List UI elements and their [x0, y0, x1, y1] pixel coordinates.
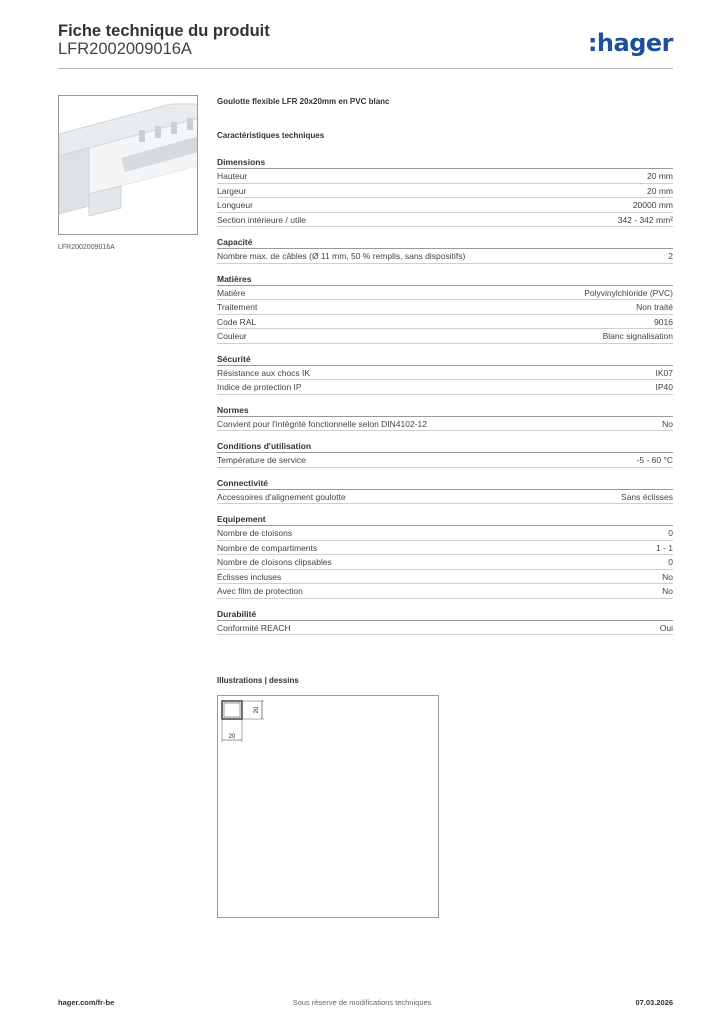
spec-row	[217, 249, 673, 264]
spec-row	[217, 417, 673, 432]
spec-row	[217, 366, 673, 381]
spec-value: No	[662, 418, 673, 429]
hager-logo: :hager	[587, 29, 673, 57]
spec-group	[217, 608, 673, 636]
spec-label: Nombre de compartiments	[217, 542, 318, 553]
photo-caption: LFR2002009016A	[58, 244, 115, 251]
dimension-drawing	[217, 695, 439, 918]
spec-group	[217, 156, 673, 227]
spec-label: Résistance aux chocs IK	[217, 367, 311, 378]
spec-row	[217, 315, 673, 330]
spec-group-title: Durabilité	[217, 608, 673, 621]
spec-row	[217, 621, 673, 636]
spec-row	[217, 198, 673, 213]
spec-value: IP40	[655, 382, 673, 392]
spec-label: Accessoires d'alignement goulotte	[217, 491, 346, 502]
spec-group	[217, 236, 673, 264]
spec-value: 2	[668, 251, 673, 261]
page-title: Fiche technique du produit	[58, 22, 270, 40]
spec-label: Longueur	[217, 200, 253, 210]
width-dimension-label: 20	[228, 734, 236, 740]
spec-value: IK07	[655, 367, 673, 378]
spec-group-title: Capacité	[217, 236, 673, 249]
trunking-image	[59, 96, 198, 235]
spec-label: Code RAL	[217, 316, 257, 327]
spec-value: 342 - 342 mm²	[617, 214, 673, 225]
spec-heading: Caractéristiques techniques	[217, 131, 325, 140]
spec-label: Nombre max. de câbles (Ø 11 mm, 50 % remplis, sans dispositifs)	[217, 251, 466, 261]
spec-label: Hauteur	[217, 171, 248, 181]
spec-label: Convient pour l'intégrité fonctionnelle selon DIN4102-12	[217, 418, 428, 429]
spec-group-title: Matières	[217, 273, 673, 286]
cross-section-drawing	[218, 696, 438, 917]
spec-row	[217, 286, 673, 301]
spec-label: Avec film de protection	[217, 586, 303, 596]
spec-value: No	[662, 586, 673, 596]
spec-label: Largeur	[217, 185, 247, 196]
spec-value: 0	[668, 528, 673, 538]
spec-row	[217, 490, 673, 505]
spec-value: Polyvinylchloride (PVC)	[584, 287, 673, 298]
spec-label: Éclisses incluses	[217, 571, 282, 582]
spec-value: 1 - 1	[655, 542, 673, 553]
spec-row	[217, 453, 673, 468]
spec-value: 20 mm	[647, 171, 673, 181]
spec-row	[217, 169, 673, 184]
spec-row	[217, 570, 673, 585]
spec-group	[217, 273, 673, 344]
spec-row	[217, 329, 673, 344]
spec-group	[217, 404, 673, 432]
spec-label: Nombre de cloisons	[217, 528, 293, 538]
spec-row	[217, 380, 673, 395]
spec-value: 20 mm	[647, 185, 673, 196]
product-photo	[58, 95, 198, 235]
spec-value: No	[662, 571, 673, 582]
spec-groups	[217, 156, 673, 635]
spec-group-title: Equipement	[217, 513, 673, 526]
spec-label: Nombre de cloisons clipsables	[217, 557, 332, 567]
spec-group-title: Conditions d'utilisation	[217, 440, 673, 453]
spec-value: Blanc signalisation	[602, 331, 673, 341]
header-divider	[58, 68, 673, 69]
spec-group-title: Normes	[217, 404, 673, 417]
spec-group	[217, 513, 673, 599]
spec-group	[217, 477, 673, 505]
product-title: Goulotte flexible LFR 20x20mm en PVC blanc	[217, 97, 390, 106]
spec-value: -5 - 60 °C	[636, 455, 673, 465]
spec-label: Traitement	[217, 302, 258, 312]
spec-label: Température de service	[217, 455, 306, 465]
spec-value: 20000 mm	[632, 200, 673, 210]
spec-row	[217, 300, 673, 315]
spec-label: Indice de protection IP	[217, 382, 302, 392]
spec-value: Non traité	[636, 302, 673, 312]
spec-row	[217, 555, 673, 570]
footer-notice: Sous réserve de modifications techniques	[292, 998, 432, 1007]
spec-label: Matière	[217, 287, 246, 298]
spec-row	[217, 526, 673, 541]
footer-date: 07.03.2026	[635, 998, 673, 1007]
spec-row	[217, 184, 673, 199]
spec-row	[217, 584, 673, 599]
height-dimension-label: 20	[254, 706, 260, 714]
spec-panel	[217, 97, 673, 635]
spec-label: Conformité REACH	[217, 622, 291, 633]
spec-group-title: Dimensions	[217, 156, 673, 169]
illustrations-heading: Illustrations | dessins	[217, 676, 299, 685]
footer-website[interactable]: hager.com/fr-be	[58, 998, 115, 1007]
spec-group-title: Sécurité	[217, 353, 673, 366]
spec-value: Oui	[659, 622, 673, 633]
spec-value: 9016	[654, 316, 673, 327]
spec-group-title: Connectivité	[217, 477, 673, 490]
spec-value: 0	[668, 557, 673, 567]
spec-label: Couleur	[217, 331, 247, 341]
spec-row	[217, 541, 673, 556]
product-reference: LFR2002009016A	[58, 40, 192, 58]
spec-value: Sans éclisses	[621, 491, 673, 502]
spec-group	[217, 440, 673, 468]
spec-label: Section intérieure / utile	[217, 214, 306, 225]
spec-group	[217, 353, 673, 395]
spec-row	[217, 213, 673, 228]
